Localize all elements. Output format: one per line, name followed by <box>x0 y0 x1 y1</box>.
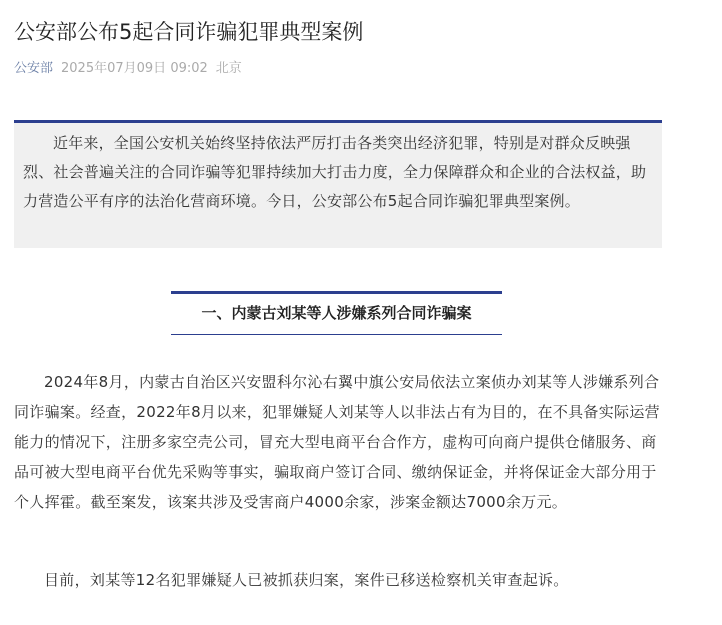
publish-date: 2025年07月09日 09:02 <box>61 61 208 76</box>
publish-location: 北京 <box>215 61 242 76</box>
article-meta <box>14 59 242 79</box>
body-paragraph: 目前，刘某等12名犯罪嫌疑人已被抓获归案，案件已移送检察机关审查起诉。 <box>44 571 569 589</box>
source-link[interactable]: 公安部 <box>14 61 54 76</box>
body-paragraph: 2024年8月，内蒙古自治区兴安盟科尔沁右翼中旗公安局依法立案侦办刘某等人涉嫌系列合同诈骗案。经查，2022年8月以来，犯罪嫌疑人刘某等人以非法占有为目的，在不具备实际运营能力的情况下，注册多家空壳公司，冒充大型电商平台合作方，虚构可向商户提供仓储服务、商品可被大型电商平台优先采购等事实，骗取商户签订合同、缴纳保证金，并将保证金大部分用于个人挥霍。截至案发，该案共涉及受害商户4000余家，涉案金额达7000余万元。 <box>14 373 660 511</box>
article-title: 公安部公布5起合同诈骗犯罪典型案例 <box>14 20 364 44</box>
section-heading: 一、内蒙古刘某等人涉嫌系列合同诈骗案 <box>171 291 502 335</box>
lead-paragraph: 近年来，全国公安机关始终坚持依法严厉打击各类突出经济犯罪，特别是对群众反映强烈、社会普遍关注的合同诈骗等犯罪持续加大打击力度，全力保障群众和企业的合法权益，助力营造公平有序的法治化营商环境。今日，公安部公布5起合同诈骗犯罪典型案例。 <box>23 134 647 210</box>
